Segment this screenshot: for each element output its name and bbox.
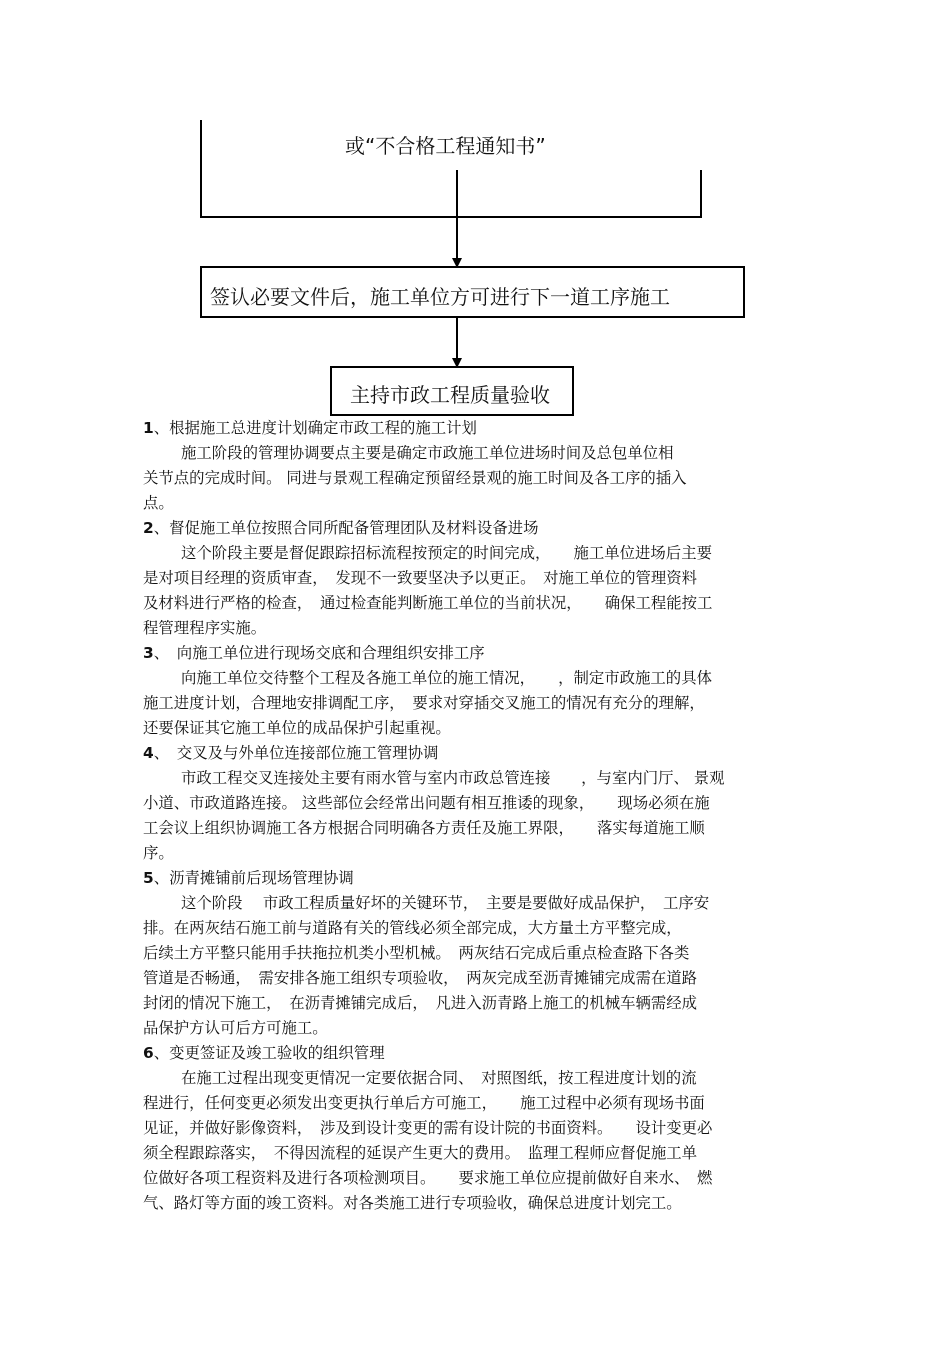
right-connector-line	[700, 170, 702, 217]
flowchart-box-acceptance-label: 主持市政工程质量验收	[350, 383, 550, 407]
section-heading	[143, 866, 813, 891]
paragraph-line: 这个阶段 市政工程质量好坏的关键环节， 主要是要做好成品保护， 工序安	[181, 894, 710, 912]
section-number: 3	[143, 644, 154, 662]
section-2	[143, 516, 813, 641]
flowchart-box-sign-off-label: 签认必要文件后，施工单位方可进行下一道工序施工	[210, 285, 670, 309]
paragraph-line: 品保护方认可后方可施工。	[143, 1019, 328, 1037]
section-6	[143, 1041, 813, 1216]
paragraph-line: 气、路灯等方面的竣工资料。对各类施工进行专项验收，确保总进度计划完工。	[143, 1194, 682, 1212]
section-heading	[143, 1041, 813, 1066]
section-number: 6	[143, 1044, 154, 1062]
section-heading	[143, 516, 813, 541]
section-number: 5	[143, 869, 154, 887]
left-connector-line	[200, 120, 202, 217]
paragraph-line: 程进行，任何变更必须发出变更执行单后方可施工， 施工过程中必须有现场书面	[143, 1094, 705, 1112]
section-heading	[143, 416, 813, 441]
paragraph-line: 管道是否畅通， 需安排各施工组织专项验收， 两灰完成至沥青摊铺完成需在道路	[143, 969, 698, 987]
paragraph-line: 见证，并做好影像资料， 涉及到设计变更的需有设计院的书面资料。 设计变更必	[143, 1119, 713, 1137]
paragraph-line: 这个阶段主要是督促跟踪招标流程按预定的时间完成， 施工单位进场后主要	[181, 544, 712, 562]
paragraph-line: 封闭的情况下施工， 在沥青摊铺完成后， 凡进入沥青路上施工的机械车辆需经成	[143, 994, 698, 1012]
paragraph-line: 关节点的完成时间。 同进与景观工程确定预留经景观的施工时间及各工序的插入	[143, 469, 687, 487]
section-title: 、督促施工单位按照合同所配备管理团队及材料设备进场	[153, 519, 539, 537]
paragraph-line: 向施工单位交待整个工程及各施工单位的施工情况， ，制定市政施工的具体	[181, 669, 712, 687]
paragraph-line: 小道、市政道路连接。 这些部位会经常出问题有相互推诿的现象， 现场必须在施	[143, 794, 710, 812]
flowchart-top-text: 或“不合格工程通知书”	[345, 134, 546, 158]
flowchart-box-sign-off	[200, 266, 745, 318]
paragraph-line: 是对项目经理的资质审查， 发现不一致要坚决予以更正。 对施工单位的管理资料	[143, 569, 698, 587]
paragraph-line: 点。	[143, 494, 174, 512]
paragraph-line: 在施工过程出现变更情况一定要依据合同、 对照图纸，按工程进度计划的流	[181, 1069, 697, 1087]
section-heading	[143, 741, 813, 766]
document-body	[143, 416, 813, 1216]
paragraph-line: 施工进度计划，合理地安排调配工序， 要求对穿插交叉施工的情况有充分的理解，	[143, 694, 705, 712]
section-title: 、沥青摊铺前后现场管理协调	[153, 869, 354, 887]
paragraph-line: 程管理程序实施。	[143, 619, 267, 637]
section-4	[143, 741, 813, 866]
paragraph-line: 排。在两灰结石施工前与道路有关的管线必须全部完成，大方量土方平整完成，	[143, 919, 682, 937]
paragraph-line: 位做好各项工程资料及进行各项检测项目。 要求施工单位应提前做好自来水、 燃	[143, 1169, 713, 1187]
paragraph-line: 须全程跟踪落实， 不得因流程的延误产生更大的费用。 监理工程师应督促施工单	[143, 1144, 698, 1162]
paragraph-line: 还要保证其它施工单位的成品保护引起重视。	[143, 719, 451, 737]
paragraph-line: 及材料进行严格的检查， 通过检查能判断施工单位的当前状况， 确保工程能按工	[143, 594, 713, 612]
paragraph-line: 序。	[143, 844, 174, 862]
section-number: 4	[143, 744, 154, 762]
section-title: 、根据施工总进度计划确定市政工程的施工计划	[153, 419, 477, 437]
paragraph-line: 后续土方平整只能用手扶拖拉机类小型机械。 两灰结石完成后重点检查路下各类	[143, 944, 690, 962]
bottom-connector-line	[200, 216, 702, 218]
arrow-2-shaft	[456, 318, 458, 358]
section-1	[143, 416, 813, 516]
section-title: 、 向施工单位进行现场交底和合理组织安排工序	[153, 644, 485, 662]
section-number: 1	[143, 419, 154, 437]
section-heading	[143, 641, 813, 666]
flowchart-box-acceptance	[330, 366, 574, 416]
paragraph-line: 市政工程交叉连接处主要有雨水管与室内市政总管连接 ，与室内门厅、 景观	[181, 769, 725, 787]
section-title: 、 交叉及与外单位连接部位施工管理协调	[153, 744, 439, 762]
section-number: 2	[143, 519, 154, 537]
paragraph-line: 施工阶段的管理协调要点主要是确定市政施工单位进场时间及总包单位相	[181, 444, 674, 462]
paragraph-line: 工会议上组织协调施工各方根据合同明确各方责任及施工界限， 落实每道施工顺	[143, 819, 705, 837]
section-5	[143, 866, 813, 1041]
section-3	[143, 641, 813, 741]
arrow-1-shaft	[456, 170, 458, 258]
section-title: 、变更签证及竣工验收的组织管理	[153, 1044, 385, 1062]
